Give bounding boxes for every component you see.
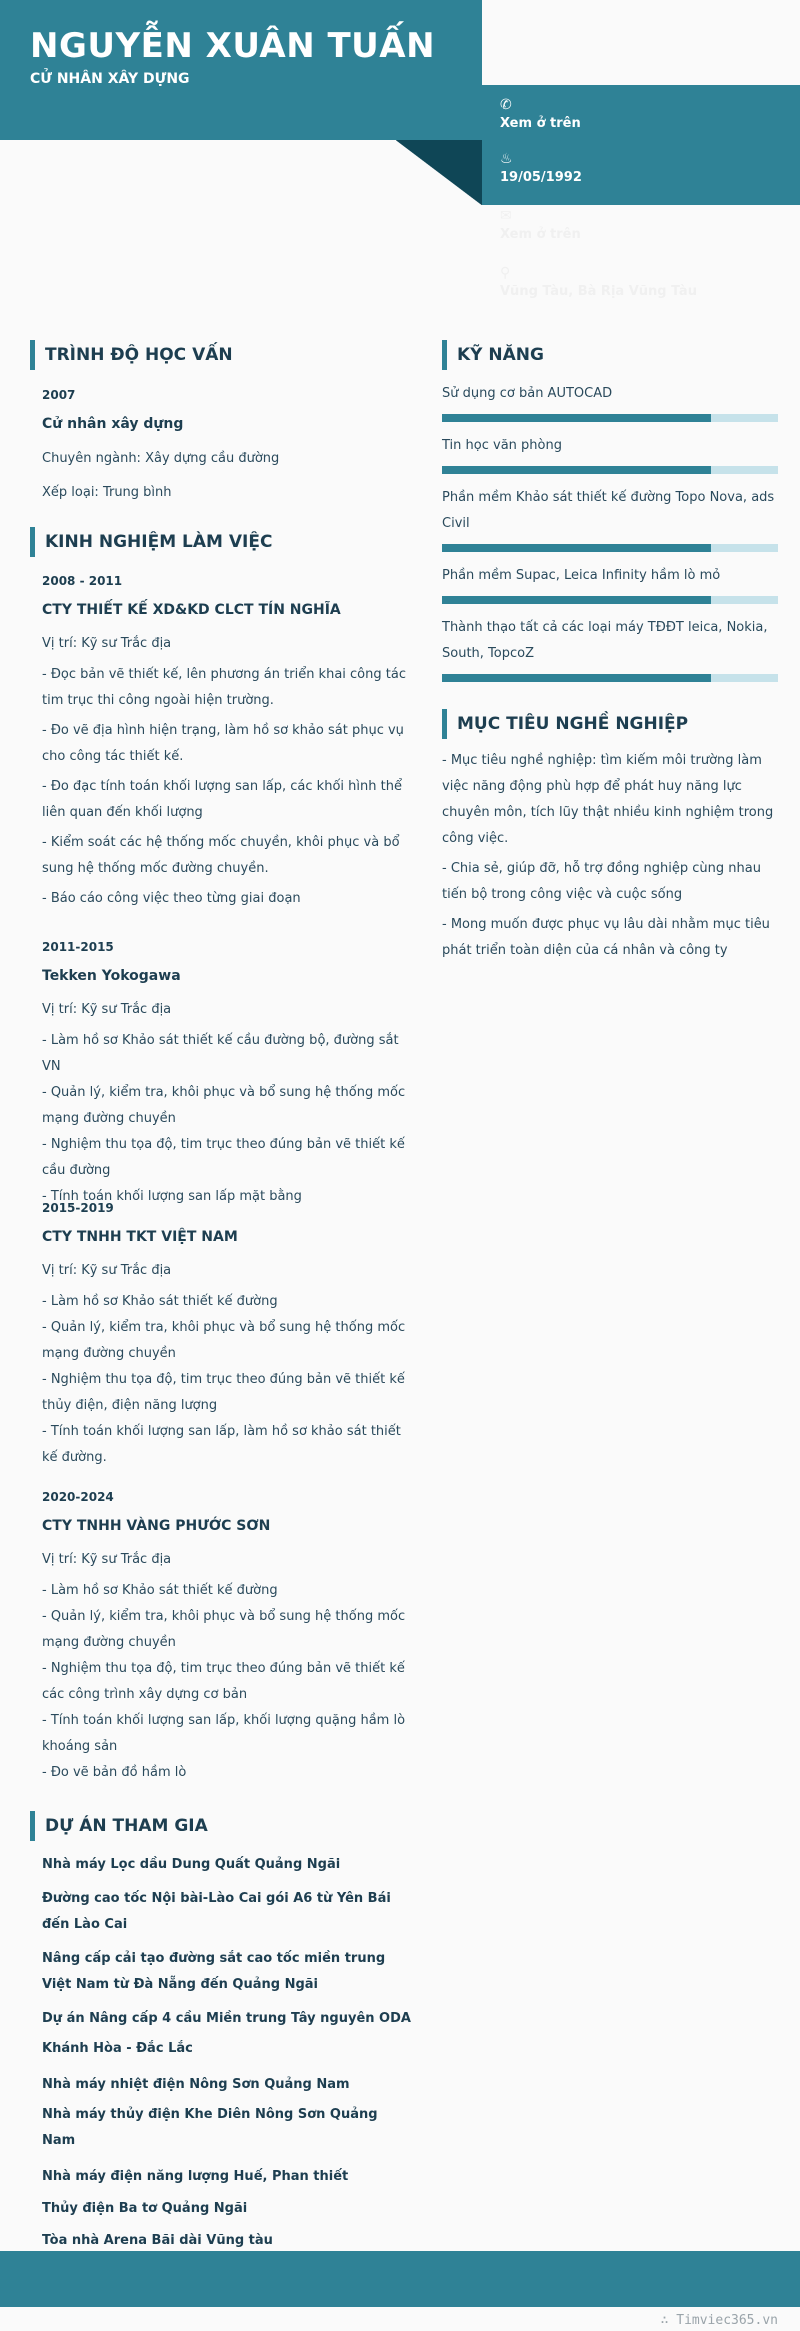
job-item bbox=[42, 1199, 414, 1471]
job-duty: - Nghiệm thu tọa độ, tim trục theo đúng bản vẽ thiết kế thủy điện, điện năng lượng bbox=[42, 1372, 405, 1413]
skill-item bbox=[442, 615, 778, 682]
skill-bar bbox=[442, 544, 778, 552]
goal-item: - Chia sẻ, giúp đỡ, hỗ trợ đồng nghiệp cùng nhau tiến bộ trong công việc và cuộc sống bbox=[442, 861, 761, 902]
job-duty: - Quản lý, kiểm tra, khôi phục và bổ sung hệ thống mốc mạng đường chuyền bbox=[42, 1609, 406, 1650]
project-item: Đường cao tốc Nội bài-Lào Cai gói A6 từ Yên Bái đến Lào Cai bbox=[42, 1891, 391, 1932]
job-duty: - Quản lý, kiểm tra, khôi phục và bổ sung hệ thống mốc mạng đường chuyền bbox=[42, 1085, 406, 1126]
project-item: Nhà máy điện năng lượng Huế, Phan thiết bbox=[42, 2169, 349, 2184]
email-icon: ✉ bbox=[500, 208, 512, 224]
education-major: Chuyên ngành: Xây dựng cầu đường bbox=[42, 451, 280, 466]
job-duty: - Làm hồ sơ Khảo sát thiết kế cầu đường bộ, đường sắt VN bbox=[42, 1033, 399, 1074]
job-duty: - Đo vẽ bản đồ hầm lò bbox=[42, 1765, 187, 1780]
contact-email bbox=[500, 208, 581, 244]
job-duty: - Tính toán khối lượng san lấp, làm hồ sơ khảo sát thiết kế đường. bbox=[42, 1424, 401, 1465]
goal-item: - Mục tiêu nghề nghiệp: tìm kiếm môi trường làm việc năng động phù hợp để phát huy năng lực chuyên môn, tích lũy thật nhiều kinh nghiệm trong công việc. bbox=[442, 753, 774, 846]
project-item: Nhà máy thủy điện Khe Diên Nông Sơn Quảng Nam bbox=[42, 2107, 378, 2148]
skill-name: Thành thạo tất cả các loại máy TĐĐT leica, Nokia, South, TopcoZ bbox=[442, 620, 768, 661]
skill-bar bbox=[442, 466, 778, 474]
job-role: Vị trí: Kỹ sư Trắc địa bbox=[42, 636, 172, 651]
contact-value: Vũng Tàu, Bà Rịa Vũng Tàu bbox=[500, 284, 697, 299]
skill-bar bbox=[442, 596, 778, 604]
birthday-cake-icon: ♨ bbox=[500, 151, 513, 167]
job-period: 2015-2019 bbox=[42, 1201, 114, 1215]
skill-level-fill bbox=[442, 674, 711, 682]
skill-item bbox=[442, 563, 778, 604]
job-item bbox=[42, 572, 414, 912]
skill-bar bbox=[442, 674, 778, 682]
project-item: Dự án Nâng cấp 4 cầu Miền trung Tây nguyên ODA bbox=[42, 2011, 411, 2026]
job-duty: - Đọc bản vẽ thiết kế, lên phương án triển khai công tác tim trục thi công ngoài hiện trường. bbox=[42, 667, 406, 708]
education-block bbox=[42, 386, 412, 514]
contact-value: Xem ở trên bbox=[500, 116, 581, 131]
skill-item bbox=[442, 485, 778, 552]
contact-phone bbox=[500, 97, 581, 133]
job-period: 2008 - 2011 bbox=[42, 574, 123, 588]
job-company: CTY TNHH TKT VIỆT NAM bbox=[42, 1229, 238, 1245]
site-watermark[interactable]: ∴ Timviec365.vn bbox=[660, 2313, 778, 2328]
education-year: 2007 bbox=[42, 388, 76, 402]
location-icon: ⚲ bbox=[500, 265, 511, 281]
project-item: Khánh Hòa - Đắc Lắc bbox=[42, 2041, 193, 2056]
job-duty: - Tính toán khối lượng san lấp mặt bằng bbox=[42, 1189, 302, 1204]
education-rank: Xếp loại: Trung bình bbox=[42, 485, 172, 500]
job-duty: - Làm hồ sơ Khảo sát thiết kế đường bbox=[42, 1583, 278, 1598]
experience-heading: KINH NGHIỆM LÀM VIỆC bbox=[30, 527, 272, 557]
skill-level-fill bbox=[442, 544, 711, 552]
header-band bbox=[0, 0, 482, 140]
job-item bbox=[42, 938, 414, 1210]
project-item: Nâng cấp cải tạo đường sắt cao tốc miền trung Việt Nam từ Đà Nẵng đến Quảng Ngãi bbox=[42, 1951, 386, 1992]
candidate-title: CỬ NHÂN XÂY DỰNG bbox=[30, 71, 190, 87]
job-duty: - Báo cáo công việc theo từng giai đoạn bbox=[42, 891, 301, 906]
skill-name: Tin học văn phòng bbox=[442, 438, 562, 453]
skill-item bbox=[442, 381, 778, 422]
skill-item bbox=[442, 433, 778, 474]
contact-birthday bbox=[500, 151, 582, 187]
job-role: Vị trí: Kỹ sư Trắc địa bbox=[42, 1002, 172, 1017]
skills-heading: KỸ NĂNG bbox=[442, 340, 544, 370]
job-role: Vị trí: Kỹ sư Trắc địa bbox=[42, 1552, 172, 1567]
skill-bar bbox=[442, 414, 778, 422]
job-duty: - Nghiệm thu tọa độ, tim trục theo đúng bản vẽ thiết kế cầu đường bbox=[42, 1137, 405, 1178]
contact-address bbox=[500, 265, 697, 301]
job-duty: - Nghiệm thu tọa độ, tim trục theo đúng bản vẽ thiết kế các công trình xây dựng cơ bản bbox=[42, 1661, 405, 1702]
job-role: Vị trí: Kỹ sư Trắc địa bbox=[42, 1263, 172, 1278]
skill-name: Sử dụng cơ bản AUTOCAD bbox=[442, 386, 613, 401]
skill-level-fill bbox=[442, 414, 711, 422]
phone-icon: ✆ bbox=[500, 97, 512, 113]
contact-panel bbox=[482, 85, 800, 299]
job-duty: - Kiểm soát các hệ thống mốc chuyền, khôi phục và bổ sung hệ thống mốc đường chuyền. bbox=[42, 835, 400, 876]
header-fold-decoration bbox=[396, 140, 482, 205]
education-heading: TRÌNH ĐỘ HỌC VẤN bbox=[30, 340, 233, 370]
candidate-name: NGUYỄN XUÂN TUẤN bbox=[30, 26, 436, 66]
job-company: CTY THIẾT KẾ XD&KD CLCT TÍN NGHĨA bbox=[42, 602, 341, 618]
contact-value: Xem ở trên bbox=[500, 227, 581, 242]
projects-heading: DỰ ÁN THAM GIA bbox=[30, 1811, 208, 1841]
job-item bbox=[42, 1488, 414, 1786]
project-item: Thủy điện Ba tơ Quảng Ngãi bbox=[42, 2201, 248, 2216]
job-period: 2011-2015 bbox=[42, 940, 114, 954]
job-duty: - Làm hồ sơ Khảo sát thiết kế đường bbox=[42, 1294, 278, 1309]
project-item: Nhà máy Lọc dầu Dung Quất Quảng Ngãi bbox=[42, 1857, 341, 1872]
goal-item: - Mong muốn được phục vụ lâu dài nhằm mục tiêu phát triển toàn diện của cá nhân và công ty bbox=[442, 917, 770, 958]
skill-level-fill bbox=[442, 466, 711, 474]
job-company: Tekken Yokogawa bbox=[42, 968, 181, 984]
job-duty: - Tính toán khối lượng san lấp, khối lượng quặng hầm lò khoáng sản bbox=[42, 1713, 406, 1754]
footer-band bbox=[0, 2251, 800, 2307]
contact-value: 19/05/1992 bbox=[500, 170, 582, 185]
goals-list bbox=[442, 748, 778, 964]
job-duty: - Đo đạc tính toán khối lượng san lấp, các khối hình thể liên quan đến khối lượng bbox=[42, 779, 402, 820]
skill-level-fill bbox=[442, 596, 711, 604]
project-item: Tòa nhà Arena Bãi dài Vũng tàu bbox=[42, 2233, 273, 2248]
job-duty: - Đo vẽ địa hình hiện trạng, làm hồ sơ khảo sát phục vụ cho công tác thiết kế. bbox=[42, 723, 404, 764]
job-company: CTY TNHH VÀNG PHƯỚC SƠN bbox=[42, 1518, 271, 1534]
job-period: 2020-2024 bbox=[42, 1490, 114, 1504]
project-item: Nhà máy nhiệt điện Nông Sơn Quảng Nam bbox=[42, 2077, 350, 2092]
job-duty: - Quản lý, kiểm tra, khôi phục và bổ sung hệ thống mốc mạng đường chuyền bbox=[42, 1320, 406, 1361]
skill-name: Phần mềm Khảo sát thiết kế đường Topo Nova, ads Civil bbox=[442, 490, 775, 531]
goals-heading: MỤC TIÊU NGHỀ NGHIỆP bbox=[442, 709, 688, 739]
education-degree: Cử nhân xây dựng bbox=[42, 416, 184, 432]
skill-name: Phần mềm Supac, Leica Infinity hầm lò mỏ bbox=[442, 568, 721, 583]
projects-list bbox=[42, 1852, 414, 2254]
